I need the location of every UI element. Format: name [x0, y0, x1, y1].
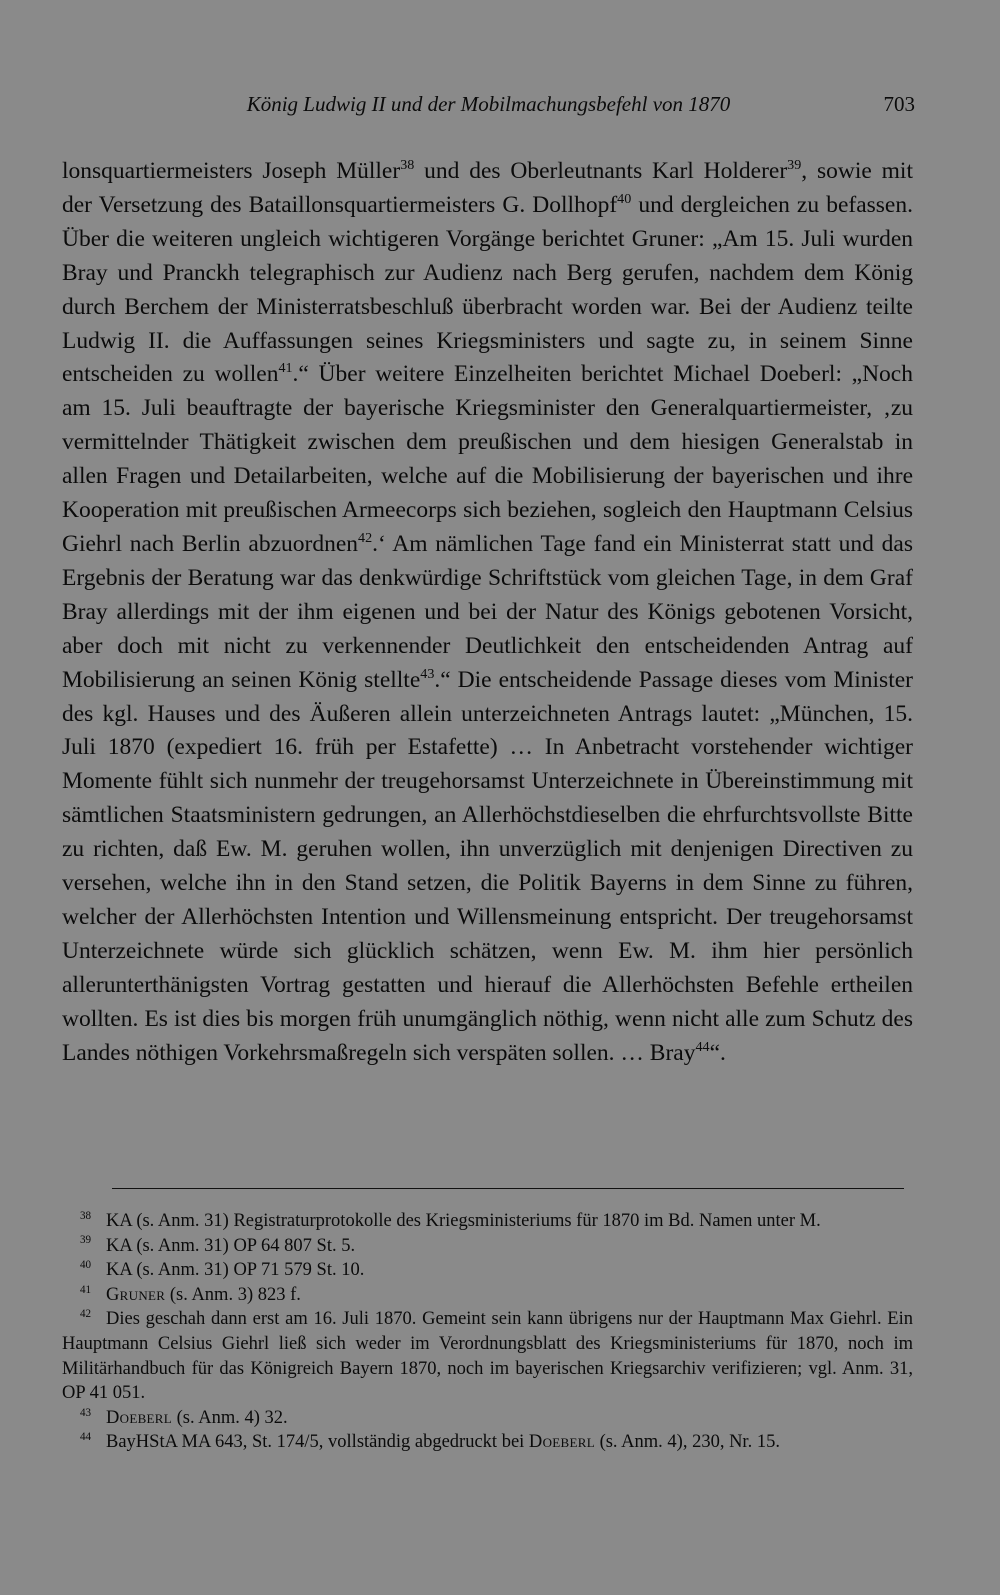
footnote-text: BayHStA MA 643, St. 174/5, vollständig abgedruckt bei	[106, 1432, 529, 1453]
footnote-reference: 44	[695, 1038, 710, 1055]
footnote: $^{44}$ BayHStA MA 643, St. 174/5, vollständig abgedruckt bei Doeberl (s. Anm. 4), 230, Nr. 15.	[80, 1431, 780, 1453]
author-name: Doeberl	[106, 1407, 173, 1428]
footnote: $^{38}$ KA (s. Anm. 31) Registraturprotokolle des Kriegsministeriums für 1870 im Bd. Namen unter M.	[80, 1209, 821, 1231]
body-text-segment: lonsquartiermeisters Joseph Müller	[62, 158, 401, 184]
footnote-reference: 38	[400, 157, 415, 174]
footnote: $^{40}$ KA (s. Anm. 31) OP 71 579 St. 10.	[80, 1259, 365, 1281]
footnote-text: (s. Anm. 3) 823 f.	[165, 1284, 301, 1305]
footnote-text: Dies geschah dann erst am 16. Juli 1870. Gemeint sein kann übrigens nur der Hauptmann Max Giehrl. Ein Hauptmann Celsius Giehrl ließ sich weder im Verordnungsblatt des Kriegsministeriums für 1870, noch im Militärhandbuch für das Königreich Bayern 1870, noch im bayerischen Kriegsarchiv verifizieren; vgl. Anm. 31, OP 41 051.	[62, 1309, 913, 1404]
footnote-text: (s. Anm. 4), 230, Nr. 15.	[594, 1432, 780, 1453]
footnote: $^{42}$ Dies geschah dann erst am 16. Juli 1870. Gemeint sein kann übrigens nur der Hauptmann Max Giehrl. Ein Hauptmann Celsius Giehrl ließ sich weder im Verordnungsblatt des Kriegsministeriums für 1870, noch im Militärhandbuch für das Königreich Bayern 1870, noch im bayerischen Kriegsarchiv verifizieren; vgl. Anm. 31, OP 41 051.	[62, 1308, 913, 1404]
footnote-text: KA (s. Anm. 31) OP 71 579 St. 10.	[106, 1260, 365, 1281]
footnote-reference: 42	[358, 530, 373, 547]
page-number: 703	[883, 92, 915, 116]
body-text-segment: .“ Die entscheidende Passage dieses vom Minister des kgl. Hauses und des Äußeren allein unterzeichneten Antrags lautet: „München, 15. Juli 1870 (expediert 16. früh per Estafette) … In Anbetracht vorstehender wichtiger Momente fühlt sich nunmehr der treugehorsamst Unterzeichnete in Übereinstimmung mit sämtlichen Staatsministern gedrungen, an Allerhöchstdieselben die ehrfurchtsvollste Bitte zu richten, daß Ew. M. geruhen wollen, ihn unverzüglich mit denjenigen Directiven zu versehen, welche ihn in den Stand setzen, die Politik Bayerns in dem Sinne zu führen, welcher der Allerhöchsten Intention und Willensmeinung entspricht. Der treugehorsamst Unterzeichnete würde sich glücklich schätzen, wenn Ew. M. ihm hier persönlich allerunterthänigsten Vortrag gestatten und hierauf die Allerhöchsten Befehle ertheilen wollten. Es ist dies bis morgen früh unumgänglich nöthig, wenn nicht alle zum Schutz des Landes nöthigen Vorkehrsmaßregeln sich verspäten sollen. … Bray	[62, 666, 913, 1066]
body-paragraph	[62, 155, 913, 1070]
author-name: Gruner	[106, 1284, 166, 1305]
footnote-reference: 43	[420, 665, 435, 682]
running-head	[62, 90, 915, 124]
body-text-segment: , sowie mit der Versetzung des Bataillonsquartiermeisters G. Dollhopf	[62, 158, 913, 218]
footnote: $^{39}$ KA (s. Anm. 31) OP 64 807 St. 5.	[80, 1234, 356, 1256]
footnote-text: KA (s. Anm. 31) Registraturprotokolle des Kriegsministeriums für 1870 im Bd. Namen unter M.	[106, 1211, 821, 1231]
body-text-segment: und des Oberleutnants Karl Holderer	[414, 158, 788, 184]
body-text-segment: .‘ Am nämlichen Tage fand ein Ministerrat statt und das Ergebnis der Beratung war das denkwürdige Schriftstück vom gleichen Tage, in dem Graf Bray allerdings mit der ihm eigenen und bei der Natur des Königs gebotenen Vorsicht, aber doch mit nicht zu verkennender Deutlichkeit den entscheidenden Antrag auf Mobilisierung an seinen König stellte	[62, 530, 913, 693]
author-name: Doeberl	[528, 1432, 595, 1453]
body-text-segment: “.	[709, 1039, 726, 1066]
footnote-text: KA (s. Anm. 31) OP 64 807 St. 5.	[106, 1235, 356, 1256]
footnote-separator	[112, 1188, 904, 1189]
footnotes	[62, 1209, 913, 1455]
body-text-segment: und dergleichen zu befassen. Über die weiteren ungleich wichtigeren Vorgänge berichtet Gruner: „Am 15. Juli wurden Bray und Pranckh telegraphisch zur Audienz nach Berg gerufen, nachdem dem König durch Berchem der Ministerratsbeschluß überbracht worden war. Bei der Audienz teilte Ludwig II. die Auffassungen seines Kriegsministers und sagte zu, in seinem Sinne entscheiden zu wollen	[62, 191, 913, 388]
body-text-segment: .“ Über weitere Einzelheiten berichtet Michael Doeberl: „Noch am 15. Juli beauftragte der bayerische Kriegsminister den Generalquartiermeister, ‚zu vermittelnder Thätigkeit zwischen dem preußischen und dem hiesigen Generalstab in allen Fragen und Detailarbeiten, welche auf die Mobilisierung der bayerischen und ihre Kooperation mit preußischen Armeecorps sich beziehen, sogleich den Hauptmann Celsius Giehrl nach Berlin abzuordnen	[62, 361, 913, 557]
footnote-reference: 39	[787, 157, 802, 174]
running-title: König Ludwig II und der Mobilmachungsbefehl von 1870	[246, 92, 731, 116]
footnote-reference: 40	[617, 191, 632, 208]
footnote-text: (s. Anm. 4) 32.	[172, 1407, 288, 1428]
footnote-reference: 41	[278, 360, 293, 377]
footnote: $^{43}$ Doeberl (s. Anm. 4) 32.	[80, 1406, 288, 1428]
footnote: $^{41}$ Gruner (s. Anm. 3) 823 f.	[80, 1283, 301, 1305]
